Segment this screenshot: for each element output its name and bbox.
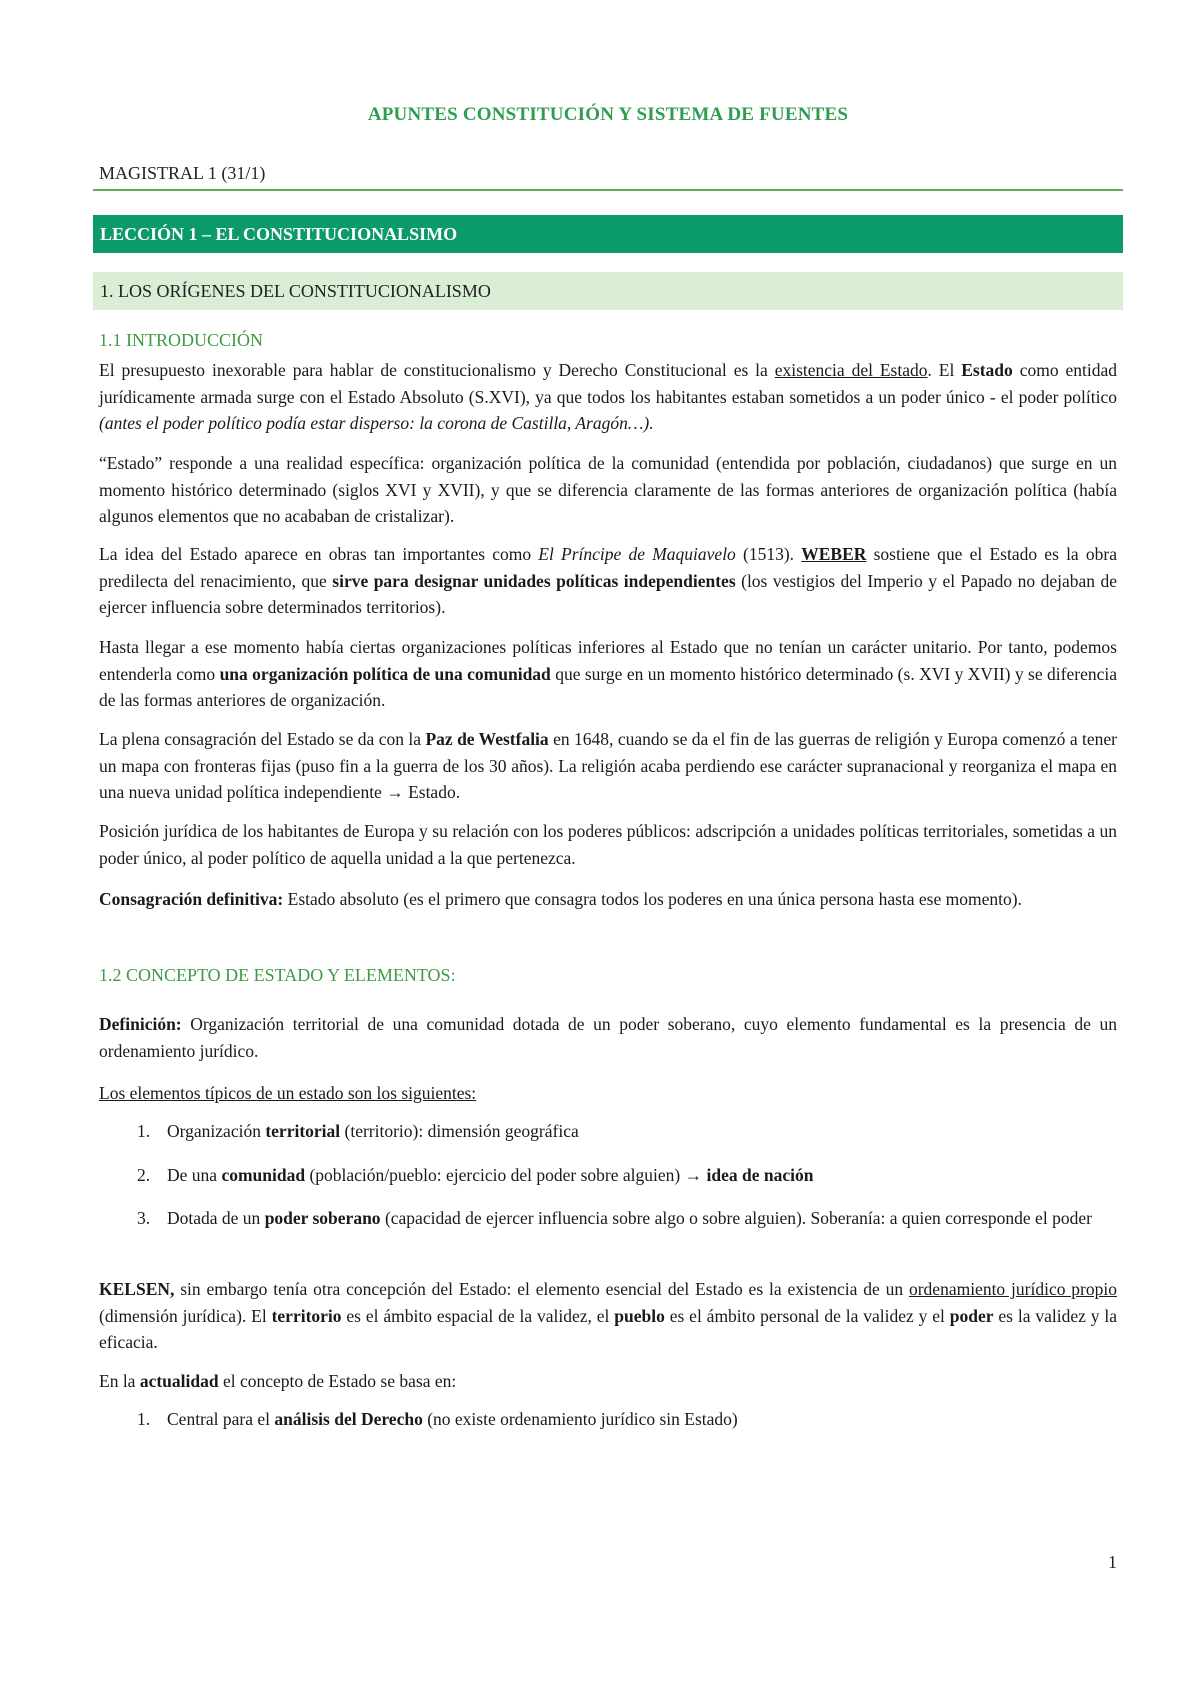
paragraph-1	[99, 357, 1117, 437]
subheading-introduccion: 1.1 INTRODUCCIÓN	[99, 330, 263, 350]
section-heading-text: 1. LOS ORÍGENES DEL CONSTITUCIONALISMO	[100, 281, 491, 301]
paragraph-4	[99, 634, 1117, 714]
text-run: que surge en un momento histórico determinado (s. XVI y XVII) y se diferencia de las formas anteriores de organización.	[99, 663, 1117, 710]
text-run-bold: poder soberano	[264, 1208, 381, 1228]
text-run-bold: poder	[949, 1305, 994, 1326]
text-run: sostiene que el Estado es la obra predilecta del renacimiento, que	[99, 544, 1117, 591]
paragraph-7	[99, 886, 1117, 913]
list-item-number: 3.	[137, 1208, 151, 1228]
paragraph-6: Posición jurídica de los habitantes de Europa y su relación con los poderes públicos: adscripción a unidades políticas territoriales, sometidas a un poder único, al poder político de aquella unidad a la que pertenezca.	[99, 821, 1117, 868]
text-run-bold: territorio	[271, 1305, 342, 1326]
text-run: Hasta llegar a ese momento había ciertas organizaciones políticas inferiores al Estado que no tenían un carácter unitario. Por tanto, podemos entenderla como	[99, 637, 1117, 684]
text-run: Estado absoluto (es el primero que consagra todos los poderes en una única persona hasta ese momento).	[283, 889, 1022, 909]
list-item-text	[167, 1162, 1117, 1189]
page-number: 1	[1108, 1552, 1117, 1572]
text-run: De una	[167, 1165, 222, 1185]
text-run: es el ámbito espacial de la validez, el	[341, 1305, 615, 1326]
text-run: (no existe ordenamiento jurídico sin Estado)	[422, 1409, 738, 1429]
header-divider	[93, 189, 1123, 191]
lecture-label: MAGISTRAL 1 (31/1)	[99, 163, 266, 183]
text-run-bold: territorial	[265, 1121, 341, 1141]
text-run-bold: WEBER	[801, 544, 867, 564]
text-run-bold: actualidad	[139, 1371, 219, 1391]
text-run-bold: Estado	[961, 360, 1013, 380]
lesson-heading	[93, 215, 1123, 253]
text-run: Organización	[167, 1121, 266, 1141]
text-run: el concepto de Estado se basa en:	[218, 1371, 457, 1391]
text-run-bold: comunidad	[221, 1165, 306, 1185]
paragraph-definicion	[99, 1011, 1117, 1064]
text-run: es la validez y la eficacia.	[99, 1305, 1117, 1352]
text-run: en 1648, cuando se da el fin de las guerras de religión y Europa comenzó a tener un mapa con fronteras fijas (puso fin a la guerra de los 30 años). La religión acaba perdiendo ese carácter supranacional y reorganiza el mapa en una nueva unidad política independiente → Estado.	[99, 729, 1117, 802]
paragraph-2: “Estado” responde a una realidad específica: organización política de la comunidad (entendida por población, ciudadanos) que surge en un momento histórico determinado (siglos XVI y XVII), y que se diferencia claramente de las formas anteriores de organización política (había algunos elementos que no acababan de cristalizar).	[99, 453, 1117, 526]
list-item-text	[167, 1406, 1117, 1433]
paragraph-3	[99, 541, 1117, 621]
text-run: sin embargo tenía otra concepción del Estado: el elemento esencial del Estado es la existencia de un	[174, 1279, 909, 1299]
text-run-bold: análisis del Derecho	[274, 1409, 423, 1429]
list-item-number: 1.	[137, 1409, 151, 1429]
text-run-bold: Consagración definitiva:	[99, 889, 284, 909]
text-run: (población/pueblo: ejercicio del poder sobre alguien)	[305, 1165, 685, 1185]
paragraph-elementos-intro: Los elementos típicos de un estado son los siguientes:	[99, 1083, 477, 1103]
paragraph-actualidad	[99, 1368, 1117, 1395]
text-run: es el ámbito personal de la validez y el	[664, 1305, 950, 1326]
list-item-number: 2.	[137, 1165, 151, 1185]
text-run-underlined: existencia del Estado	[774, 360, 928, 380]
text-run: Organización territorial de una comunidad dotada de un poder soberano, cuyo elemento fundamental es la presencia de un ordenamiento jurídico.	[99, 1014, 1117, 1061]
text-run-bold: Paz de Westfalia	[425, 729, 549, 749]
text-run: El presupuesto inexorable para hablar de constitucionalismo y Derecho Constitucional es la	[99, 360, 775, 380]
subheading-concepto: 1.2 CONCEPTO DE ESTADO Y ELEMENTOS:	[99, 965, 456, 985]
text-run-bold: Definición:	[99, 1014, 182, 1034]
text-run: (dimensión jurídica). El	[99, 1305, 272, 1326]
text-run-italic: El Príncipe de Maquiavelo	[538, 544, 736, 564]
text-run: . El	[927, 360, 962, 380]
text-run: Dotada de un	[167, 1208, 265, 1228]
lesson-heading-text: LECCIÓN 1 – EL CONSTITUCIONALSIMO	[100, 224, 458, 244]
document-title: APUNTES CONSTITUCIÓN Y SISTEMA DE FUENTES	[367, 104, 849, 125]
text-run-bold: → idea de nación	[684, 1165, 814, 1185]
paragraph-5	[99, 726, 1117, 806]
text-run: En la	[99, 1371, 140, 1391]
section-heading	[93, 272, 1123, 310]
text-run: La idea del Estado aparece en obras tan importantes como	[99, 544, 539, 564]
text-run: como entidad jurídicamente armada surge con el Estado Absoluto (S.XVI), ya que todos los habitantes estaban sometidos a un poder único - el poder político	[99, 360, 1117, 407]
text-run: (los vestigios del Imperio y el Papado no dejaban de ejercer influencia sobre determinados territorios).	[99, 570, 1117, 617]
text-run: (1513).	[735, 544, 802, 564]
text-run-bold: sirve para designar unidades políticas independientes	[332, 570, 736, 591]
list-item-text	[167, 1118, 1117, 1145]
text-run: (territorio): dimensión geográfica	[340, 1121, 579, 1141]
text-run-underlined: ordenamiento jurídico propio	[908, 1279, 1117, 1299]
text-run-bold: pueblo	[614, 1305, 665, 1326]
text-run-italic: (antes el poder político podía estar disperso: la corona de Castilla, Aragón…).	[99, 413, 654, 433]
list-item-text	[167, 1205, 1117, 1232]
text-run: (capacidad de ejercer influencia sobre algo o sobre alguien). Soberanía: a quien corresponde el poder	[380, 1208, 1092, 1228]
text-run-bold: KELSEN,	[99, 1279, 175, 1299]
text-run-bold: una organización política de una comunidad	[219, 663, 551, 684]
text-run: La plena consagración del Estado se da con la	[99, 729, 426, 749]
text-run: Central para el	[167, 1409, 275, 1429]
paragraph-kelsen	[99, 1276, 1117, 1356]
list-item-number: 1.	[137, 1121, 151, 1141]
